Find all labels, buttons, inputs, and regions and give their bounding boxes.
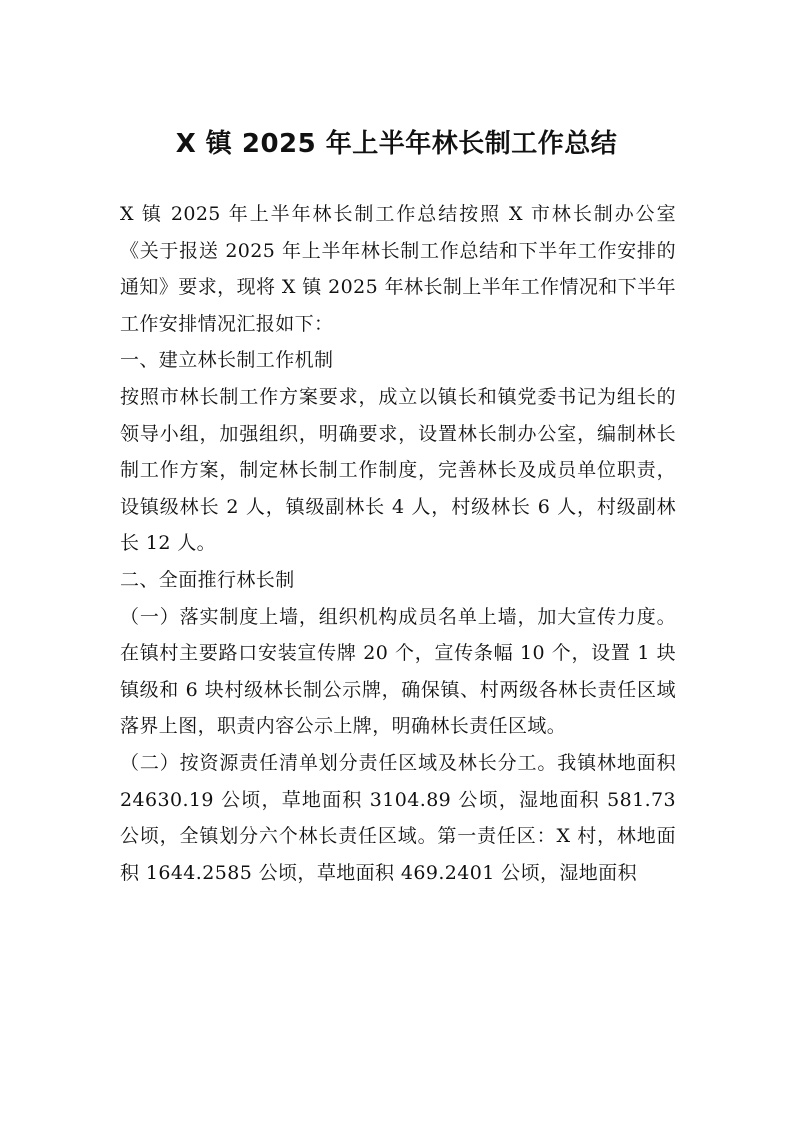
section-1-paragraph: 按照市林长制工作方案要求，成立以镇长和镇党委书记为组长的领导小组，加强组织，明确要求，设置林长制办公室，编制林长制工作方案，制定林长制工作制度，完善林长及成员单位职责，设镇级林长 2 人，镇级副林长 4 人，村级林长 6 人，村级副林长 12 人。 (120, 385, 676, 555)
section-heading-1: 一、建立林长制工作机制 (120, 349, 334, 372)
document-body (120, 196, 676, 891)
section-2-paragraph-2: （二）按资源责任清单划分责任区域及林长分工。我镇林地面积 24630.19 公顷，草地面积 3104.89 公顷，湿地面积 581.73 公顷，全镇划分六个林长责任区域。第一责任区：X 村，林地面积 1644.2585 公顷，草地面积 469.2401 公顷，湿地面积 (120, 751, 676, 884)
section-heading-2: 二、全面推行林长制 (120, 568, 295, 591)
intro-paragraph: X 镇 2025 年上半年林长制工作总结按照 X 市林长制办公室《关于报送 2025 年上半年林长制工作总结和下半年工作安排的通知》要求，现将 X 镇 2025 年林长制上半年工作情况和下半年工作安排情况汇报如下： (120, 203, 676, 335)
document-title: X 镇 2025 年上半年林长制工作总结 (175, 129, 618, 159)
section-2-paragraph-1: （一）落实制度上墙，组织机构成员名单上墙，加大宣传力度。在镇村主要路口安装宣传牌 20 个，宣传条幅 10 个，设置 1 块镇级和 6 块村级林长制公示牌，确保镇、村两级各林长责任区域落界上图，职责内容公示上牌，明确林长责任区域。 (120, 605, 676, 738)
